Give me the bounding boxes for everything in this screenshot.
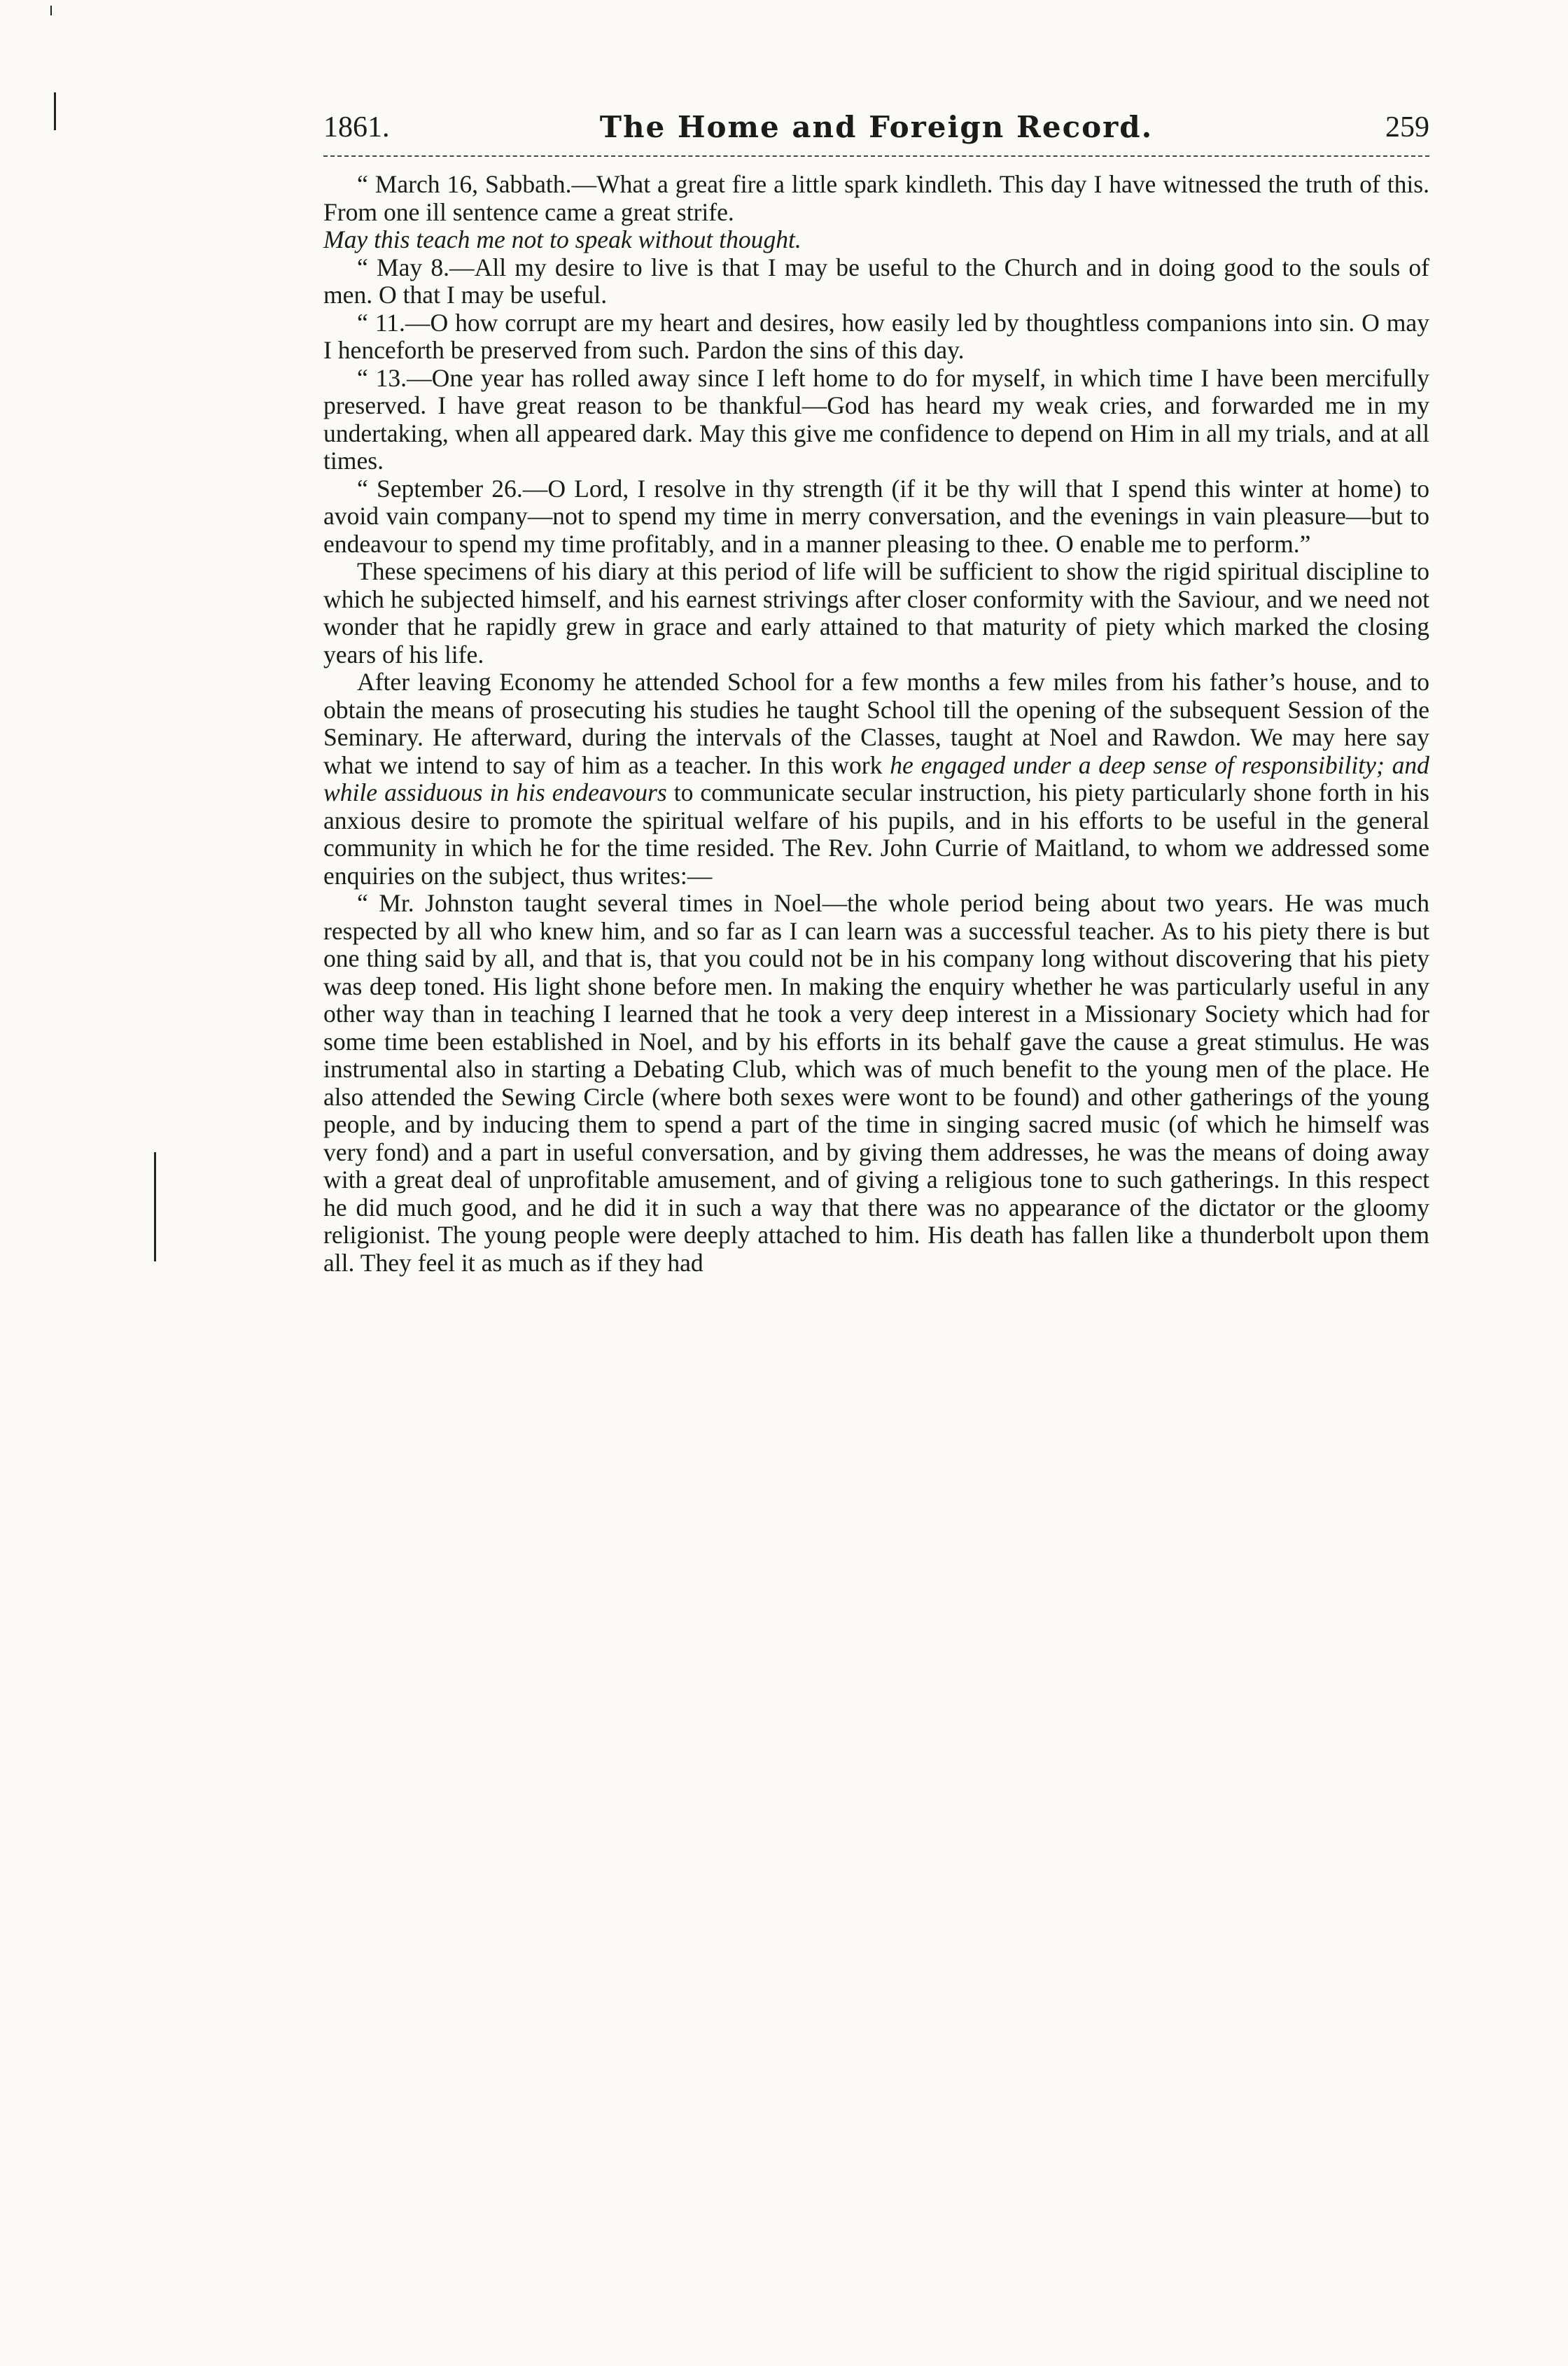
paragraph-september-26: “ September 26.—O Lord, I resolve in thy strength (if it be thy will that I spend this winter at home) to avoid vain company—not to spend my time in merry conversation, and the evenings in vain pleasure—but to endeavour to spend my time profitably, and in a manner pleasing to thee. O enable me to perform.” (323, 474, 1429, 558)
paragraph-economy-italic: he engaged under a deep sense of responsibility; and while assiduous in his endeavours (323, 750, 1429, 806)
header-rule (323, 155, 1429, 157)
running-head (323, 105, 1429, 150)
paragraph-economy-text: After leaving Economy he attended School for a few months a few miles from his father’s house, and to obtain the means of prosecuting his studies he taught School till the opening of the subsequent Session of the Seminary. He afterward, during the intervals of the Classes, taught at Noel and Rawdon. We may here say what we intend to say of him as a teacher. In this work (323, 668, 1429, 779)
paragraph-currie-letter: “ Mr. Johnston taught several times in Noel—the whole period being about two years. He was much respected by all who knew him, and so far as I can learn was a successful teacher. As to his piety there is but one thing said by all, and that is, that you could not be in his company long without discovering that his piety was deep toned. His light shone before men. In making the enquiry whether he was particularly useful in any other way than in teaching I learned that he took a very deep interest in a Missionary Society which had for some time been established in Noel, and by his efforts in its behalf gave the cause a great stimulus. He was instrumental also in starting a Debating Club, which was of much benefit to the young men of the place. He also attended the Sewing Circle (where both sexes were wont to be found) and other gatherings of the young people, and by inducing them to spend a part of the time in singing sacred music (of which he himself was very fond) and a part in useful conversation, and by giving them addresses, he was the means of doing away with a great deal of unprofitable amusement, and of giving a religious tone to such gatherings. In this respect he did much good, and he did it in such a way that there was no appearance of the dictator or the gloomy religionist. The young people were deeply attached to him. His death has fallen like a thunderbolt upon them all. They feel it as much as if they had (323, 889, 1429, 1277)
text-column (323, 171, 1429, 1277)
paragraph-may-8: “ May 8.—All my desire to live is that I may be useful to the Church and in doing good to the souls of men. O that I may be useful. (323, 253, 1429, 309)
header-year: 1861. (323, 111, 390, 144)
paragraph-march-16-continued: May this teach me not to speak without thought. (323, 225, 802, 253)
journal-title: The Home and Foreign Record. (599, 110, 1154, 144)
paragraph-economy (323, 668, 1429, 890)
paragraph-may-11: “ 11.—O how corrupt are my heart and desires, how easily led by thoughtless companions into sin. O may I henceforth be preserved from such. Pardon the sins of this day. (323, 308, 1429, 364)
margin-mark (54, 92, 56, 130)
paragraph-march-16: “ March 16, Sabbath.—What a great fire a little spark kindleth. This day I have witnessed the truth of this. From one ill sentence came a great strife. (323, 170, 1429, 226)
paragraph-specimens: These specimens of his diary at this period of life will be sufficient to show the rigid spiritual discipline to which he subjected himself, and his earnest strivings after closer conformity with the Saviour, and we need not wonder that he rapidly grew in grace and early attained to that maturity of piety which marked the closing years of his life. (323, 557, 1429, 668)
margin-mark (50, 6, 52, 15)
paragraph-may-13: “ 13.—One year has rolled away since I left home to do for myself, in which time I have been mercifully preserved. I have great reason to be thankful—God has heard my weak cries, and forwarded me in my undertaking, when all appeared dark. May this give me confidence to depend on Him in all my trials, and at all times. (323, 363, 1429, 475)
page-number: 259 (1385, 111, 1429, 144)
paragraph-economy-rest: to communicate secular instruction, his piety particularly shone forth in his anxious desire to promote the spiritual welfare of his pupils, and in his efforts to be useful in the general community in which he for the time resided. The Rev. John Currie of Maitland, to whom we addressed some enquiries on the subject, thus writes:— (323, 778, 1429, 890)
margin-mark (154, 1152, 156, 1261)
